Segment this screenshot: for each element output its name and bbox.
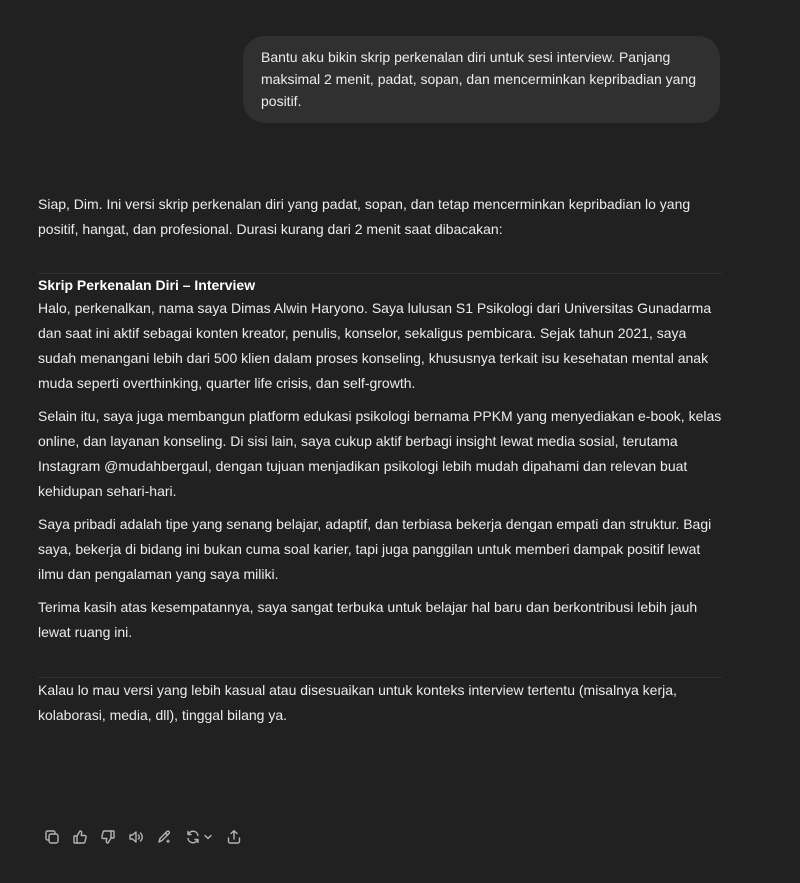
script-heading: Skrip Perkenalan Diri – Interview	[38, 277, 256, 293]
user-message-text: Bantu aku bikin skrip perkenalan diri untuk sesi interview. Panjang maksimal 2 menit, padat, sopan, dan mencerminkan kepribadian yang positif.	[261, 49, 697, 109]
thumbs-down-icon	[100, 829, 116, 845]
message-actions	[38, 826, 248, 848]
edit-icon	[156, 829, 172, 845]
bad-response-button[interactable]	[94, 826, 122, 848]
script-paragraph: Selain itu, saya juga membangun platform edukasi psikologi bernama PPKM yang menyediakan e-book, kelas online, dan layanan konseling. Di sisi lain, saya cukup aktif berbagi insight lewat media sosial, terutama Instagram @mudahbergaul, dengan tujuan menjadikan psikologi lebih mudah dipahami dan relevan buat kehidupan sehari-hari.	[38, 408, 722, 499]
good-response-button[interactable]	[66, 826, 94, 848]
read-aloud-button[interactable]	[122, 826, 150, 848]
thumbs-up-icon	[72, 829, 88, 845]
edit-in-canvas-button[interactable]	[150, 826, 178, 848]
copy-button[interactable]	[38, 826, 66, 848]
script-paragraph: Halo, perkenalkan, nama saya Dimas Alwin Haryono. Saya lulusan S1 Psikologi dari Universitas Gunadarma dan saat ini aktif sebagai konten kreator, penulis, konselor, sekaligus pembicara. Sejak tahun 2021, saya sudah menangani lebih dari 500 klien dalam proses konseling, khususnya terkait isu kesehatan mental anak muda seperti overthinking, quarter life crisis, dan self-growth.	[38, 300, 712, 391]
script-paragraph: Terima kasih atas kesempatannya, saya sangat terbuka untuk belajar hal baru dan berkontribusi lebih jauh lewat ruang ini.	[38, 599, 698, 640]
user-message-bubble	[243, 36, 720, 123]
copy-icon	[44, 829, 60, 845]
regenerate-icon	[185, 829, 201, 845]
chevron-down-icon	[203, 832, 213, 842]
read-aloud-icon	[128, 829, 144, 845]
assistant-message	[38, 192, 722, 728]
script-paragraph: Saya pribadi adalah tipe yang senang belajar, adaptif, dan terbiasa bekerja dengan empati dan struktur. Bagi saya, bekerja di bidang ini bukan cuma soal karier, tapi juga panggilan untuk memberi dampak positif lewat ilmu dan pengalaman yang saya miliki.	[38, 516, 712, 582]
assistant-intro: Siap, Dim. Ini versi skrip perkenalan diri yang padat, sopan, dan tetap mencerminkan kepribadian lo yang positif, hangat, dan profesional. Durasi kurang dari 2 menit saat dibacakan:	[38, 196, 691, 237]
regenerate-button[interactable]	[178, 826, 220, 848]
assistant-outro: Kalau lo mau versi yang lebih kasual atau disesuaikan untuk konteks interview tertentu (misalnya kerja, kolaborasi, media, dll), tinggal bilang ya.	[38, 682, 677, 723]
share-icon	[226, 829, 242, 845]
share-button[interactable]	[220, 826, 248, 848]
